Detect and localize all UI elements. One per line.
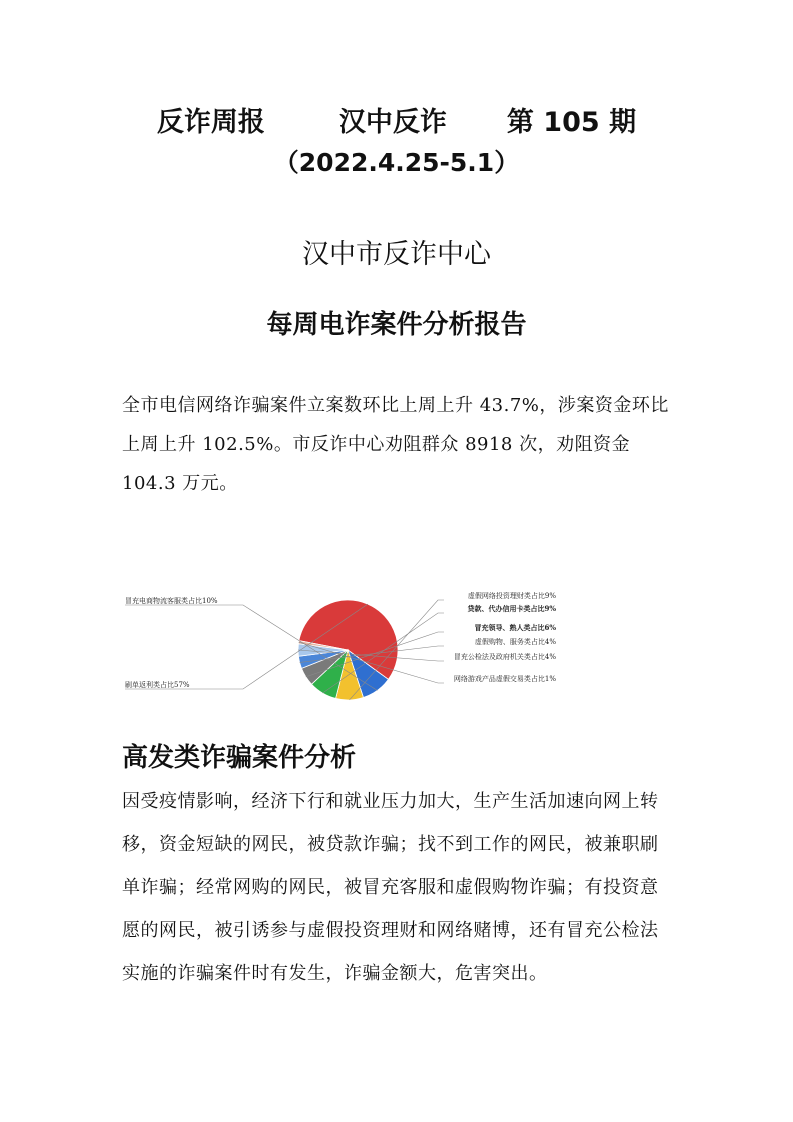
slice-label: 网络游戏产品虚假交易类占比1% (453, 675, 556, 683)
header-title-org: 汉中反诈 (338, 107, 447, 138)
section-heading: 高发类诈骗案件分析 (122, 743, 357, 773)
center-name: 汉中市反诈中心 (302, 239, 491, 270)
slice-label: 冒充电商物流客服类占比10% (125, 597, 218, 605)
header-issue-number: 第 105 期 (506, 107, 637, 138)
analysis-paragraph: 因受疫情影响，经济下行和就业压力加大，生产生活加速向网上转移，资金短缺的网民，被贷款诈骗；找不到工作的网民，被兼职刷单诈骗；经常网购的网民，被冒充客服和虚假购物诈骗；有投资意愿的网民，被引诱参与虚假投资理财和网络赌博，还有冒充公检法实施的诈骗案件时有发生，诈骗金额大，危害突出。 (122, 791, 659, 984)
slice-label: 冒充领导、熟人类占比6% (474, 623, 556, 632)
slice-label: 刷单返利类占比57% (125, 681, 190, 689)
slice-label: 贷款、代办信用卡类占比9% (467, 604, 556, 613)
report-header-title (0, 100, 793, 139)
header-title-weekly: 反诈周报 (156, 107, 265, 138)
header-date-range: （2022.4.25-5.1） (273, 148, 520, 177)
report-title: 每周电诈案件分析报告 (266, 310, 527, 340)
slice-label: 虚假购物、服务类占比4% (474, 638, 556, 646)
slice-label: 虚假网络投资理财类占比9% (467, 592, 556, 600)
slice-label: 冒充公检法及政府机关类占比4% (453, 653, 556, 661)
summary-paragraph: 全市电信网络诈骗案件立案数环比上周上升 43.7%，涉案资金环比上周上升 102.5%。市反诈中心劝阻群众 8918 次，劝阻资金 104.3 万元。 (122, 395, 669, 494)
fraud-type-pie-chart (110, 585, 570, 710)
